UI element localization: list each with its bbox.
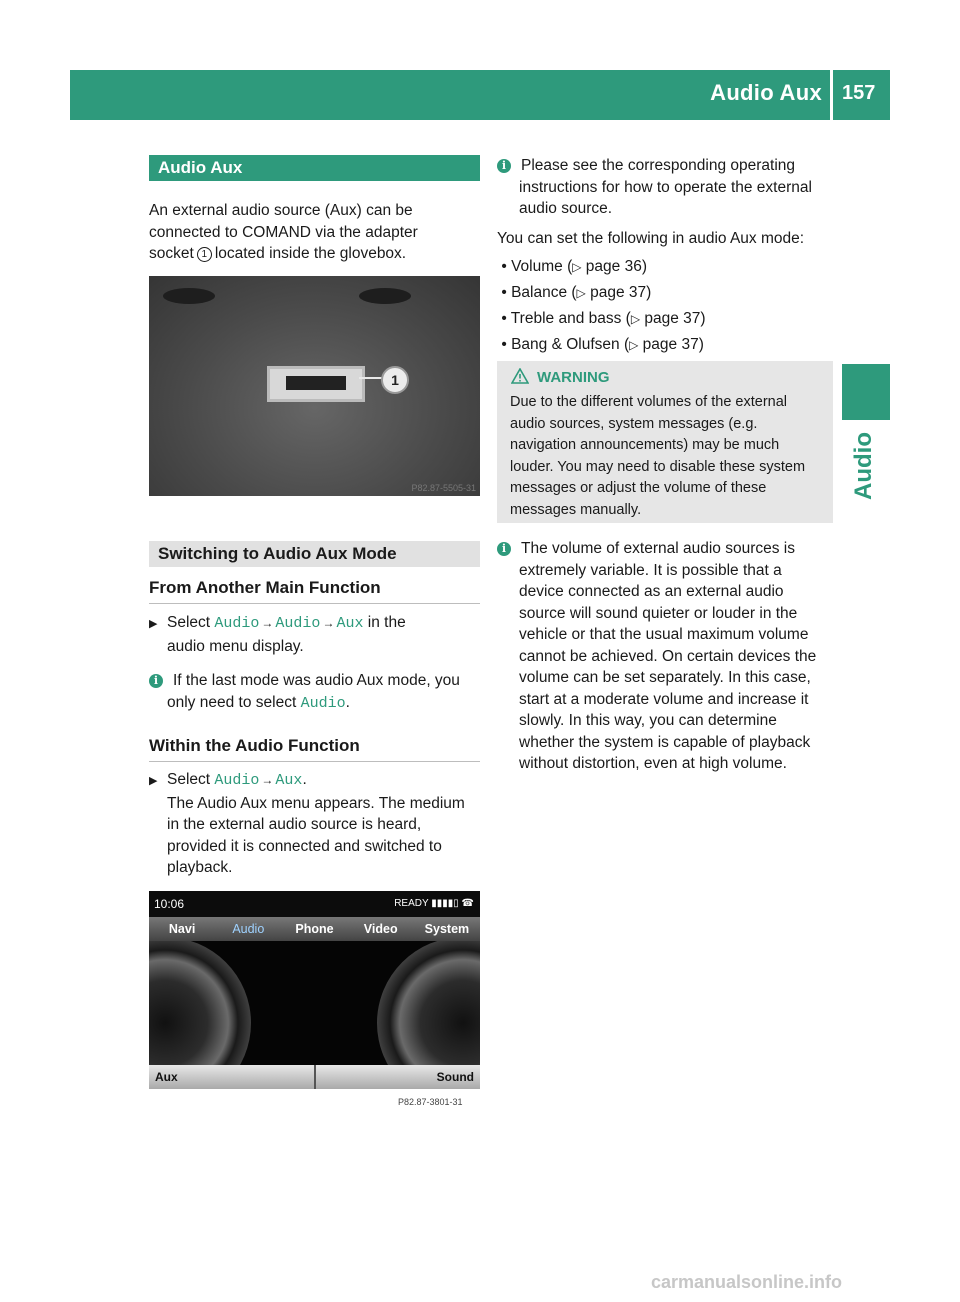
ui-term: Aux bbox=[275, 772, 303, 789]
step-text: in the bbox=[367, 614, 406, 631]
comand-screen-image bbox=[149, 891, 480, 1089]
list-item: • Balance (▷ page 37) bbox=[501, 284, 652, 301]
info-text: If the last mode was audio Aux mode, you bbox=[173, 672, 460, 689]
info-note-operating bbox=[497, 155, 842, 220]
info-text: audio source. bbox=[519, 200, 613, 217]
warning-line: louder. You may need to disable these system bbox=[510, 458, 806, 475]
step-text: audio menu display. bbox=[167, 637, 304, 655]
info-note-volume bbox=[497, 538, 842, 775]
screen-menu-system: System bbox=[424, 922, 470, 936]
footer-watermark: carmanualsonline.info bbox=[651, 1272, 843, 1292]
intro-line: connected to COMAND via the adapter bbox=[149, 223, 418, 241]
step-text: The Audio Aux menu appears. The medium bbox=[167, 794, 465, 812]
arrow-right-icon: → bbox=[261, 773, 274, 787]
subheading-within-function: Within the Audio Function bbox=[149, 736, 480, 762]
screen-status-bar bbox=[149, 891, 480, 917]
page-ref: page 37 bbox=[590, 284, 647, 301]
settings-intro: You can set the following in audio Aux mode: bbox=[497, 230, 805, 247]
bullet-icon: • bbox=[501, 284, 507, 301]
list-item: • Treble and bass (▷ page 37) bbox=[501, 310, 706, 327]
bullet-icon: • bbox=[501, 258, 507, 275]
page-number: 157 bbox=[842, 82, 876, 104]
header-separator bbox=[830, 70, 833, 120]
arrow-right-icon: → bbox=[322, 616, 335, 630]
page-ref: page 36 bbox=[585, 258, 642, 275]
intro-line bbox=[149, 243, 480, 265]
info-text: volume can be set separately. In this case, bbox=[519, 669, 811, 686]
ui-term: Audio bbox=[275, 615, 321, 632]
screen-aux-label: Aux bbox=[149, 1065, 316, 1089]
warning-title bbox=[511, 368, 610, 386]
info-text: whether the system is capable of playback bbox=[519, 733, 811, 751]
header-title: Audio Aux bbox=[710, 80, 822, 105]
side-tab-label: Audio bbox=[850, 432, 877, 500]
screen-menu-video: Video bbox=[363, 922, 398, 936]
adapter-socket bbox=[267, 366, 365, 402]
page-ref: page 37 bbox=[644, 310, 701, 327]
step-text: playback. bbox=[167, 859, 233, 876]
vent-shape bbox=[359, 288, 411, 304]
page-ref: page 37 bbox=[642, 336, 699, 353]
page-ref-icon: ▷ bbox=[576, 286, 586, 300]
section-heading-audio-aux: Audio Aux bbox=[149, 155, 480, 181]
screen-sound-label: Sound bbox=[316, 1065, 481, 1089]
intro-text: located inside the glovebox. bbox=[214, 245, 407, 262]
step-text: Select bbox=[167, 771, 211, 788]
page-ref-icon: ▷ bbox=[572, 260, 582, 274]
info-text: extremely variable. It is possible that a bbox=[519, 561, 782, 579]
page-ref-icon: ▷ bbox=[630, 312, 641, 326]
bullet-icon: • bbox=[501, 310, 507, 327]
info-text: vehicle or that the usual maximum volume bbox=[519, 626, 809, 643]
warning-triangle-icon bbox=[511, 368, 529, 384]
screen-bottom-bar bbox=[149, 1065, 480, 1089]
warning-line: messages or adjust the volume of these bbox=[510, 480, 767, 496]
warning-box bbox=[497, 361, 833, 523]
vent-shape bbox=[163, 288, 215, 304]
step-text: Select bbox=[167, 614, 211, 631]
screen-menu-phone: Phone bbox=[295, 922, 334, 936]
step-arrow-icon: ▶ bbox=[149, 775, 158, 787]
list-item: • Volume (▷ page 36) bbox=[501, 258, 647, 275]
screen-time: 10:06 bbox=[154, 897, 185, 911]
info-text: device connected as an external audio bbox=[519, 583, 784, 600]
info-text: instructions for how to operate the external bbox=[519, 178, 812, 196]
warning-line: messages manually. bbox=[510, 501, 642, 518]
info-note-1 bbox=[149, 670, 489, 714]
warning-line: Due to the different volumes of the external bbox=[510, 394, 788, 410]
ui-term: Audio bbox=[214, 615, 260, 632]
step-2 bbox=[149, 769, 489, 879]
list-item: • Bang & Olufsen (▷ page 37) bbox=[501, 336, 704, 353]
warning-line: audio sources, system messages (e.g. bbox=[510, 415, 758, 432]
callout-line bbox=[359, 377, 383, 379]
subheading-another-function: From Another Main Function bbox=[149, 578, 480, 604]
ui-term: Audio bbox=[300, 694, 346, 712]
section-heading-switching: Switching to Audio Aux Mode bbox=[149, 541, 480, 567]
info-text: . bbox=[345, 693, 350, 711]
screen-menu-audio: Audio bbox=[232, 922, 265, 936]
info-icon: i bbox=[149, 674, 163, 688]
info-text: source will sound quieter or louder in the bbox=[519, 604, 798, 622]
warning-line: navigation announcements) may be much bbox=[510, 437, 780, 453]
ui-term: Aux bbox=[336, 615, 364, 632]
glovebox-photo bbox=[149, 276, 480, 496]
info-icon: i bbox=[497, 542, 511, 556]
info-text: Please see the corresponding operating bbox=[521, 157, 796, 174]
screen-status: READY ▮▮▮▮▯ ☎ bbox=[394, 898, 474, 909]
info-text: The volume of external audio sources is bbox=[521, 540, 795, 557]
step-text: provided it is connected and switched to bbox=[167, 837, 442, 855]
screen-main-menu bbox=[149, 917, 480, 941]
intro-text: socket bbox=[149, 245, 194, 262]
intro-line: An external audio source (Aux) can be bbox=[149, 202, 413, 219]
screen-menu-navi: Navi bbox=[168, 922, 196, 936]
arrow-right-icon: → bbox=[261, 616, 274, 630]
step-text: in the external audio source is heard, bbox=[167, 816, 422, 833]
warning-text bbox=[510, 392, 830, 521]
step-arrow-icon: ▶ bbox=[149, 618, 158, 630]
warning-title-text: WARNING bbox=[537, 369, 610, 386]
step-text: . bbox=[302, 771, 307, 788]
bullet-icon: • bbox=[501, 336, 507, 353]
ui-term: Audio bbox=[214, 772, 260, 789]
info-text: start at a moderate volume and increase it bbox=[519, 690, 809, 708]
info-text: slowly. In this way, you can determine bbox=[519, 712, 777, 729]
info-icon: i bbox=[497, 159, 511, 173]
screen-image-code: P82.87-3801-31 bbox=[398, 1097, 463, 1107]
photo-code: P82.87-5505-31 bbox=[411, 483, 476, 493]
info-text: cannot be achieved. On certain devices the bbox=[519, 647, 817, 665]
info-text: only need to select bbox=[167, 693, 297, 711]
step-1 bbox=[149, 612, 489, 657]
info-text: without distortion, even at high volume. bbox=[519, 755, 787, 772]
side-tab-block bbox=[842, 364, 890, 420]
callout-1-icon: 1 bbox=[197, 247, 212, 262]
photo-callout-1: 1 bbox=[381, 366, 409, 394]
intro-paragraph bbox=[149, 200, 480, 265]
page-ref-icon: ▷ bbox=[629, 338, 639, 352]
settings-list bbox=[497, 256, 837, 357]
